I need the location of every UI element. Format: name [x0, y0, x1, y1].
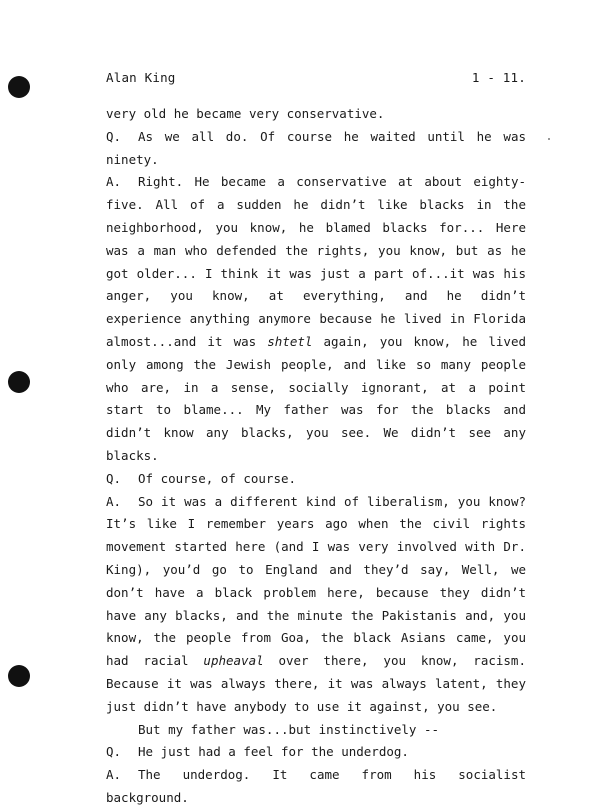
transcript-paragraph	[106, 719, 526, 742]
transcript-paragraph	[106, 126, 526, 172]
paragraph-text: He just had a feel for the underdog.	[138, 744, 409, 760]
page-number: 1 - 11.	[471, 70, 526, 85]
scan-speck	[548, 138, 550, 140]
speaker-label: Q.	[106, 470, 122, 486]
speaker-label: A.	[106, 767, 122, 783]
paragraph-text: As we all do. Of course he waited until he was ninety.	[106, 128, 526, 167]
transcript-paragraph	[106, 741, 526, 764]
paragraph-text: But my father was...but instinctively --	[138, 721, 440, 737]
transcript-paragraph	[106, 764, 526, 810]
italic-term: shtetl	[267, 333, 313, 349]
paragraph-text: very old he became very conservative.	[106, 106, 385, 121]
transcript-paragraph	[106, 491, 526, 719]
speaker-label: Q.	[106, 128, 122, 144]
transcript-paragraph	[106, 468, 526, 491]
paragraph-text: Of course, of course.	[138, 470, 297, 486]
transcript-paragraph	[106, 171, 526, 467]
speaker-label: A.	[106, 174, 122, 190]
transcript-paragraph	[106, 103, 526, 126]
paragraph-text: again, you know, he lived only among the Jewish people, and like so many people who are, in a sense, socially ignorant, at a point start to blame... My father was for the blacks and didn’t know any blacks, you see. We didn’t see any blacks.	[106, 333, 526, 463]
interviewee-name: Alan King	[106, 70, 176, 85]
binder-hole	[8, 665, 30, 687]
paragraph-text: The underdog. It came from his socialist background.	[106, 767, 526, 805]
speaker-label: Q.	[106, 744, 122, 760]
binder-hole	[8, 371, 30, 393]
binder-hole	[8, 76, 30, 98]
paragraph-text: Right. He became a conservative at about eighty-five. All of a sudden he didn’t like blacks in the neighborhood, you know, he blamed blacks for... Here was a man who defended the rights, you know, but as he got older... I think it was just a part of...it was his anger, you know, at everything, and he didn’t experience anything anymore because he lived in Florida almost...and it was	[106, 174, 526, 349]
paragraph-text: So it was a different kind of liberalism, you know? It’s like I remember years ago when the civil rights movement started here (and I was very involved with Dr. King), you’d go to England and they’d say, Well, we don’t have a black problem here, because they didn’t have any blacks, and the minute the Pakistanis and, you know, the people from Goa, the black Asians came, you had racial	[106, 493, 526, 669]
paragraph-text: over there, you know, racism. Because it was always there, it was always latent, they just didn’t have anybody to use it against, you see.	[106, 653, 526, 714]
speaker-label: A.	[106, 493, 122, 509]
page-header	[106, 70, 526, 85]
transcript-body	[106, 103, 526, 810]
italic-term: upheaval	[203, 653, 264, 669]
